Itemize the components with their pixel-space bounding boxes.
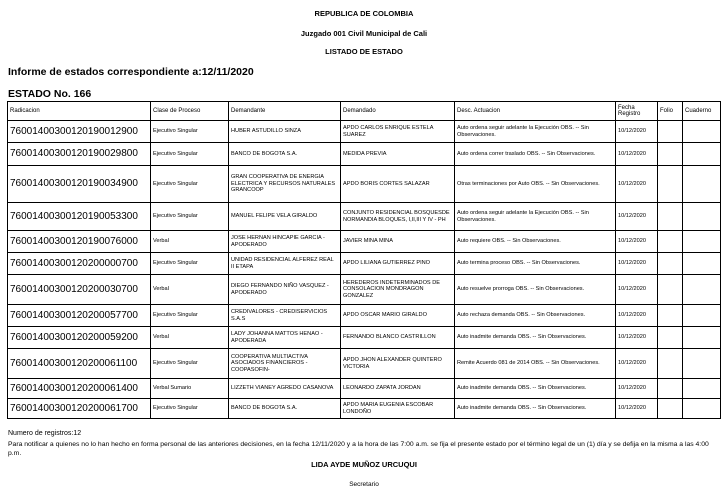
cell-desc: Auto inadmite demanda OBS. -- Sin Observaciones. bbox=[455, 379, 616, 399]
cell-radicacion: 76001400300120200057700 bbox=[8, 305, 151, 327]
cell-folio bbox=[658, 166, 683, 203]
cell-desc: Auto resuelve prorroga OBS. -- Sin Observaciones. bbox=[455, 275, 616, 305]
cell-clase: Verbal Sumario bbox=[151, 379, 229, 399]
cell-folio bbox=[658, 327, 683, 349]
cell-demandante: BANCO DE BOGOTA S.A. bbox=[229, 143, 341, 166]
cell-demandado: MEDIDA PREVIA bbox=[341, 143, 455, 166]
cell-fecha: 10/12/2020 bbox=[616, 203, 658, 231]
cell-desc: Auto rechaza demanda OBS. -- Sin Observaciones. bbox=[455, 305, 616, 327]
cell-folio bbox=[658, 203, 683, 231]
cell-cuaderno bbox=[683, 121, 721, 143]
cell-demandado: APDO JHON ALEXANDER QUINTERO VICTORIA bbox=[341, 349, 455, 379]
cell-demandante: DIEGO FERNANDO NIÑO VASQUEZ - APODERADO bbox=[229, 275, 341, 305]
cell-radicacion: 76001400300120200000700 bbox=[8, 253, 151, 275]
col-radicacion: Radicacion bbox=[8, 102, 151, 121]
cell-demandado: JAVIER MINA MINA bbox=[341, 231, 455, 253]
cell-radicacion: 76001400300120190053300 bbox=[8, 203, 151, 231]
cell-folio bbox=[658, 275, 683, 305]
cell-clase: Verbal bbox=[151, 275, 229, 305]
table-row bbox=[8, 253, 721, 275]
cell-cuaderno bbox=[683, 166, 721, 203]
cell-demandado: CONJUNTO RESIDENCIAL BOSQUESDE NORMANDIA BLOQUES, I,II,III Y IV - PH bbox=[341, 203, 455, 231]
cell-desc: Auto inadmite demanda OBS. -- Sin Observaciones. bbox=[455, 399, 616, 419]
cell-demandante: UNIDAD RESIDENCIAL ALFEREZ REAL II ETAPA bbox=[229, 253, 341, 275]
cell-demandado: APDO OSCAR MARIO GIRALDO bbox=[341, 305, 455, 327]
cell-demandado: APDO CARLOS ENRIQUE ESTELA SUAREZ bbox=[341, 121, 455, 143]
cell-radicacion: 76001400300120190029800 bbox=[8, 143, 151, 166]
signature-name: LIDA AYDE MUÑOZ URCUQUI bbox=[311, 460, 417, 469]
cell-demandante: CREDIVALORES - CREDISERVICIOS S.A.S bbox=[229, 305, 341, 327]
cell-cuaderno bbox=[683, 327, 721, 349]
cell-clase: Ejecutivo Singular bbox=[151, 305, 229, 327]
table-header-row bbox=[8, 102, 721, 121]
table-row bbox=[8, 379, 721, 399]
cell-cuaderno bbox=[683, 143, 721, 166]
col-demandado: Demandado bbox=[341, 102, 455, 121]
cell-demandado: APDO LILIANA GUTIERREZ PINO bbox=[341, 253, 455, 275]
cell-fecha: 10/12/2020 bbox=[616, 349, 658, 379]
table-row bbox=[8, 349, 721, 379]
cell-cuaderno bbox=[683, 253, 721, 275]
cell-radicacion: 76001400300120190076000 bbox=[8, 231, 151, 253]
cell-fecha: 10/12/2020 bbox=[616, 305, 658, 327]
cell-radicacion: 76001400300120200061700 bbox=[8, 399, 151, 419]
col-folio: Folio bbox=[658, 102, 683, 121]
cell-demandante: LADY JOHANNA MATTOS HENAO - APODERADA bbox=[229, 327, 341, 349]
cell-demandado: HEREDEROS INDETERMINADOS DE CONSOLACION MONDRAGON GONZALEZ bbox=[341, 275, 455, 305]
col-demandante: Demandante bbox=[229, 102, 341, 121]
cell-desc: Auto inadmite demanda OBS. -- Sin Observaciones. bbox=[455, 327, 616, 349]
cell-desc: Auto ordena seguir adelante la Ejecución OBS. -- Sin Observaciones. bbox=[455, 203, 616, 231]
cell-cuaderno bbox=[683, 305, 721, 327]
cell-demandado: FERNANDO BLANCO CASTRILLON bbox=[341, 327, 455, 349]
cell-fecha: 10/12/2020 bbox=[616, 379, 658, 399]
record-count: Numero de registros:12 bbox=[8, 430, 82, 437]
cell-clase: Ejecutivo Singular bbox=[151, 166, 229, 203]
cell-demandante: BANCO DE BOGOTA S.A. bbox=[229, 399, 341, 419]
cell-clase: Ejecutivo Singular bbox=[151, 121, 229, 143]
table-row bbox=[8, 399, 721, 419]
cell-fecha: 10/12/2020 bbox=[616, 253, 658, 275]
col-cuaderno: Cuaderno bbox=[683, 102, 721, 121]
cell-folio bbox=[658, 121, 683, 143]
cell-radicacion: 76001400300120200030700 bbox=[8, 275, 151, 305]
table-row bbox=[8, 203, 721, 231]
cell-fecha: 10/12/2020 bbox=[616, 327, 658, 349]
cell-clase: Verbal bbox=[151, 231, 229, 253]
cell-clase: Ejecutivo Singular bbox=[151, 203, 229, 231]
estado-number: ESTADO No. 166 bbox=[8, 88, 92, 100]
cell-radicacion: 76001400300120200061100 bbox=[8, 349, 151, 379]
table-row bbox=[8, 121, 721, 143]
cell-clase: Ejecutivo Singular bbox=[151, 253, 229, 275]
cell-demandante: LIZZETH VIANEY AGREDO CASANOVA bbox=[229, 379, 341, 399]
cell-demandado: LEONARDO ZAPATA JORDAN bbox=[341, 379, 455, 399]
cell-desc: Auto ordena correr traslado OBS. -- Sin Observaciones. bbox=[455, 143, 616, 166]
cell-cuaderno bbox=[683, 231, 721, 253]
cell-fecha: 10/12/2020 bbox=[616, 121, 658, 143]
col-fecha: Fecha Registro bbox=[616, 102, 658, 121]
cell-cuaderno bbox=[683, 349, 721, 379]
cell-cuaderno bbox=[683, 275, 721, 305]
cell-folio bbox=[658, 379, 683, 399]
table-row bbox=[8, 327, 721, 349]
cell-fecha: 10/12/2020 bbox=[616, 166, 658, 203]
cell-clase: Verbal bbox=[151, 327, 229, 349]
cell-demandante: HUBER ASTUDILLO SINZA bbox=[229, 121, 341, 143]
table-row bbox=[8, 231, 721, 253]
cell-folio bbox=[658, 253, 683, 275]
cell-demandante: MANUEL FELIPE VELA GIRALDO bbox=[229, 203, 341, 231]
cell-fecha: 10/12/2020 bbox=[616, 143, 658, 166]
cell-folio bbox=[658, 399, 683, 419]
cell-folio bbox=[658, 349, 683, 379]
col-desc: Desc. Actuacion bbox=[455, 102, 616, 121]
cell-demandado: APDO MARIA EUGENIA ESCOBAR LONDOÑO bbox=[341, 399, 455, 419]
cell-clase: Ejecutivo Singular bbox=[151, 399, 229, 419]
cell-folio bbox=[658, 305, 683, 327]
cell-cuaderno bbox=[683, 399, 721, 419]
cell-desc: Otras terminaciones por Auto OBS. -- Sin Observaciones. bbox=[455, 166, 616, 203]
header-listado: LISTADO DE ESTADO bbox=[325, 47, 403, 56]
notification-note: Para notificar a quienes no lo han hecho en forma personal de las anteriores decisiones, en la fecha 12/11/2020 y a la hora de las 7:00 a.m. se fija el presente estado por el término legal de un (1) día y se defija en la misma a las 4:00 p.m. bbox=[8, 441, 709, 457]
cell-folio bbox=[658, 143, 683, 166]
cell-fecha: 10/12/2020 bbox=[616, 399, 658, 419]
cell-cuaderno bbox=[683, 203, 721, 231]
cell-radicacion: 76001400300120200059200 bbox=[8, 327, 151, 349]
estado-table bbox=[7, 101, 721, 419]
cell-clase: Ejecutivo Singular bbox=[151, 349, 229, 379]
cell-desc: Auto requiere OBS. -- Sin Observaciones. bbox=[455, 231, 616, 253]
cell-clase: Ejecutivo Singular bbox=[151, 143, 229, 166]
cell-desc: Auto ordena seguir adelante la Ejecución OBS. -- Sin Observaciones. bbox=[455, 121, 616, 143]
cell-radicacion: 76001400300120200061400 bbox=[8, 379, 151, 399]
header-republica: REPUBLICA DE COLOMBIA bbox=[314, 9, 414, 18]
cell-radicacion: 76001400300120190034900 bbox=[8, 166, 151, 203]
signature-role: Secretario bbox=[349, 481, 379, 488]
table-row bbox=[8, 275, 721, 305]
cell-demandante: COOPERATIVA MULTIACTIVA ASOCIADOS FINANCIEROS - COOPASOFIN- bbox=[229, 349, 341, 379]
cell-fecha: 10/12/2020 bbox=[616, 275, 658, 305]
table-row bbox=[8, 305, 721, 327]
table-row bbox=[8, 166, 721, 203]
cell-cuaderno bbox=[683, 379, 721, 399]
cell-demandante: GRAN COOPERATIVA DE ENERGIA ELECTRICA Y RECURSOS NATURALES GRANCOOP bbox=[229, 166, 341, 203]
header-juzgado: Juzgado 001 Civil Municipal de Cali bbox=[300, 29, 428, 38]
cell-desc: Remite Acuerdo 081 de 2014 OBS. -- Sin Observaciones. bbox=[455, 349, 616, 379]
cell-fecha: 10/12/2020 bbox=[616, 231, 658, 253]
cell-demandado: APDO BORIS CORTES SALAZAR bbox=[341, 166, 455, 203]
table-row bbox=[8, 143, 721, 166]
informe-title: Informe de estados correspondiente a:12/11/2020 bbox=[8, 66, 254, 78]
cell-demandante: JOSE HERNAN HINCAPIE GARCIA - APODERADO bbox=[229, 231, 341, 253]
cell-radicacion: 76001400300120190012900 bbox=[8, 121, 151, 143]
cell-desc: Auto termina proceso OBS. -- Sin Observaciones. bbox=[455, 253, 616, 275]
cell-folio bbox=[658, 231, 683, 253]
col-clase: Clase de Proceso bbox=[151, 102, 229, 121]
